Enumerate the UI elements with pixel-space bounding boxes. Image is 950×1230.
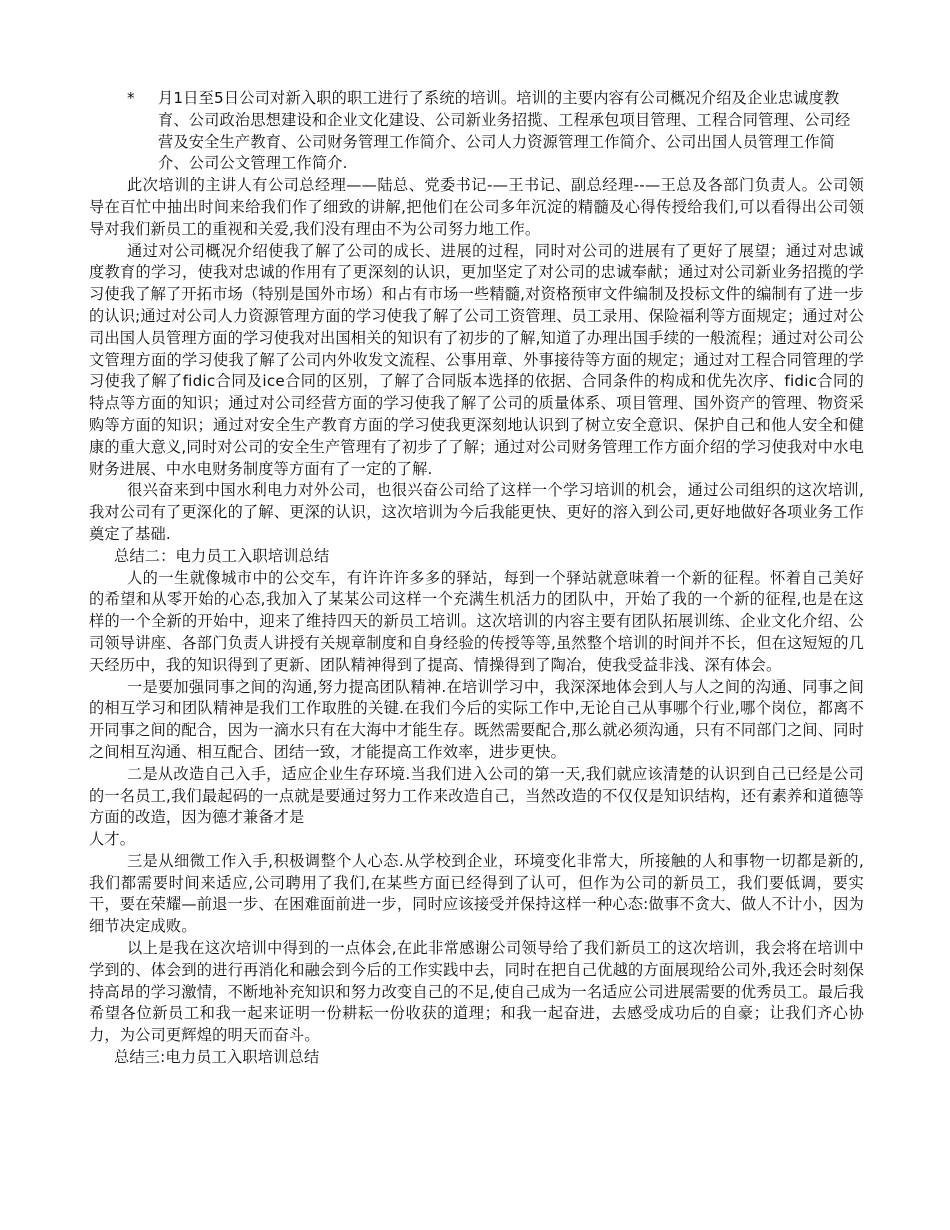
bullet-item (89, 88, 864, 175)
paragraph-communication: 一是要加强同事之间的沟通,努力提高团队精神.在培训学习中，我深深地体会到人与人之间的沟通、同事之间的相互学习和团队精神是我们工作取胜的关键.在我们今后的实际工作中,无论自己从事哪个行业,哪个岗位，都离不开同事之间的配合，因为一滴水只有在大海中才能生存。既然需要配合,那么就必须沟通，只有不同部门之间、同时之间相互沟通、相互配合、团结一致，才能提高工作效率，进步更快。 (89, 677, 864, 761)
paragraph-self-improvement-end: 人才。 (89, 830, 136, 849)
paragraph-intro-2: 人的一生就像城市中的公交车，有许许许多多的驿站，每到一个驿站就意味着一个新的征程。怀着自己美好的希望和从零开始的心态,我加入了某某公司这样一个充满生机活力的团队中，开始了我的一个新的征程,也是在这样的一个全新的开始中，迎来了维持四天的新员工培训。这次培训的内容主要有团队拓展训练、企业文化介绍、公司领导讲座、各部门负责人讲授有关规章制度和自身经验的传授等等,虽然整个培训的时间并不长，但在这短短的几天经历中，我的知识得到了更新、团队精神得到了提高、情操得到了陶冶，使我受益非浅、深有体会。 (89, 568, 864, 674)
paragraph-lecturers: 此次培训的主讲人有公司总经理——陆总、党委书记-—王书记、副总经理--—王总及各部门负责人。公司领导在百忙中抽出时间来给我们作了细致的讲解,把他们在公司多年沉淀的精髓及心得传授给我们,可以看得出公司领导对我们新员工的重视和关爱,我们没有理由不为公司努力地工作。 (89, 176, 864, 238)
paragraph-gratitude: 很兴奋来到中国水利电力对外公司，也很兴奋公司给了这样一个学习培训的机会，通过公司组织的这次培训,我对公司有了更深化的了解、更深的认识，这次培训为今后我能更快、更好的溶入到公司,更好地做好各项业务工作奠定了基础. (89, 481, 864, 543)
section-heading-3: 总结三:电力员工入职培训总结 (114, 1048, 320, 1067)
bullet-text: 月1日至5日公司对新入职的职工进行了系统的培训。培训的主要内容有公司概况介绍及企业忠诚度教育、公司政治思想建设和企业文化建设、公司新业务招揽、工程承包项目管理、工程合同管理、公司经营及安全生产教育、公司财务管理工作简介、公司人力资源管理工作简介、公司出国人员管理工作简介、公司公文管理工作简介. (158, 89, 851, 173)
paragraph-self-improvement: 二是从改造自己入手，适应企业生存环境.当我们进入公司的第一天,我们就应该清楚的认识到自己已经是公司的一名员工,我们最起码的一点就是要通过努力工作来改造自己，当然改造的不仅仅是知识结构，还有素养和道德等方面的改造，因为德才兼备才是 (89, 764, 864, 827)
paragraph-attitude: 三是从细微工作入手,积极调整个人心态.从学校到企业，环境变化非常大，所接触的人和事物一切都是新的,我们都需要时间来适应,公司聘用了我们,在某些方面已经得到了认可，但作为公司的新员工，我们要低调，要实干，要在荣耀—前退一步、在困难面前进一步，同时应该接受并保持这样一种心态:做事不贪大、做人不计小，因为细节决定成败。 (89, 851, 864, 936)
paragraph-conclusion: 以上是我在这次培训中得到的一点体会,在此非常感谢公司领导给了我们新员工的这次培训，我会将在培训中学到的、体会到的进行再消化和融会到今后的工作实践中去，同时在把自己优越的方面展现给公司外,我还会时刻保持高昂的学习激情，不断地补充知识和努力改变自己的不足,使自己成为一名适应公司进展需要的优秀员工。最后我希望各位新员工和我一起来证明一份耕耘一份收获的道理；和我一起奋进，去感受成功后的自豪；让我们齐心协力，为公司更辉煌的明天而奋斗。 (89, 939, 864, 1045)
bullet-mark: * (127, 89, 135, 107)
paragraph-learning-details: 通过对公司概况介绍使我了解了公司的成长、进展的过程，同时对公司的进展有了更好了展望；通过对忠诚度教育的学习，使我对忠诚的作用有了更深刻的认识，更加坚定了对公司的忠诚奉献；通过对公司新业务招揽的学习使我了解了开拓市场（特别是国外市场）和占有市场一些精髓,对资格预审文件编制及投标文件的编制有了进一步的认识;通过对公司人力资源管理方面的学习使我了解了公司工资管理、员工录用、保险福利等方面规定；通过对公司出国人员管理方面的学习使我对出国相关的知识有了初步的了解,知道了办理出国手续的一般流程；通过对公司公文管理方面的学习使我了解了公司内外收发文流程、公事用章、外事接待等方面的规定；通过对工程合同管理的学习使我了解了fidic合同及ice合同的区别，了解了合同版本选择的依据、合同条件的构成和优先次序、fidic合同的特点等方面的知识；通过对公司经营方面的学习使我了解了公司的质量体系、项目管理、国外资产的管理、物资采购等方面的知识；通过对安全生产教育方面的学习使我更深刻地认识到了树立安全意识、保护自己和他人安全和健康的重大意义,同时对公司的安全生产管理有了初步了了解；通过对公司财务管理工作方面介绍的学习使我对中水电财务进展、中水电财务制度等方面有了一定的了解. (89, 241, 864, 478)
document-page (89, 88, 864, 1069)
section-heading-2: 总结二：电力员工入职培训总结 (114, 546, 330, 565)
